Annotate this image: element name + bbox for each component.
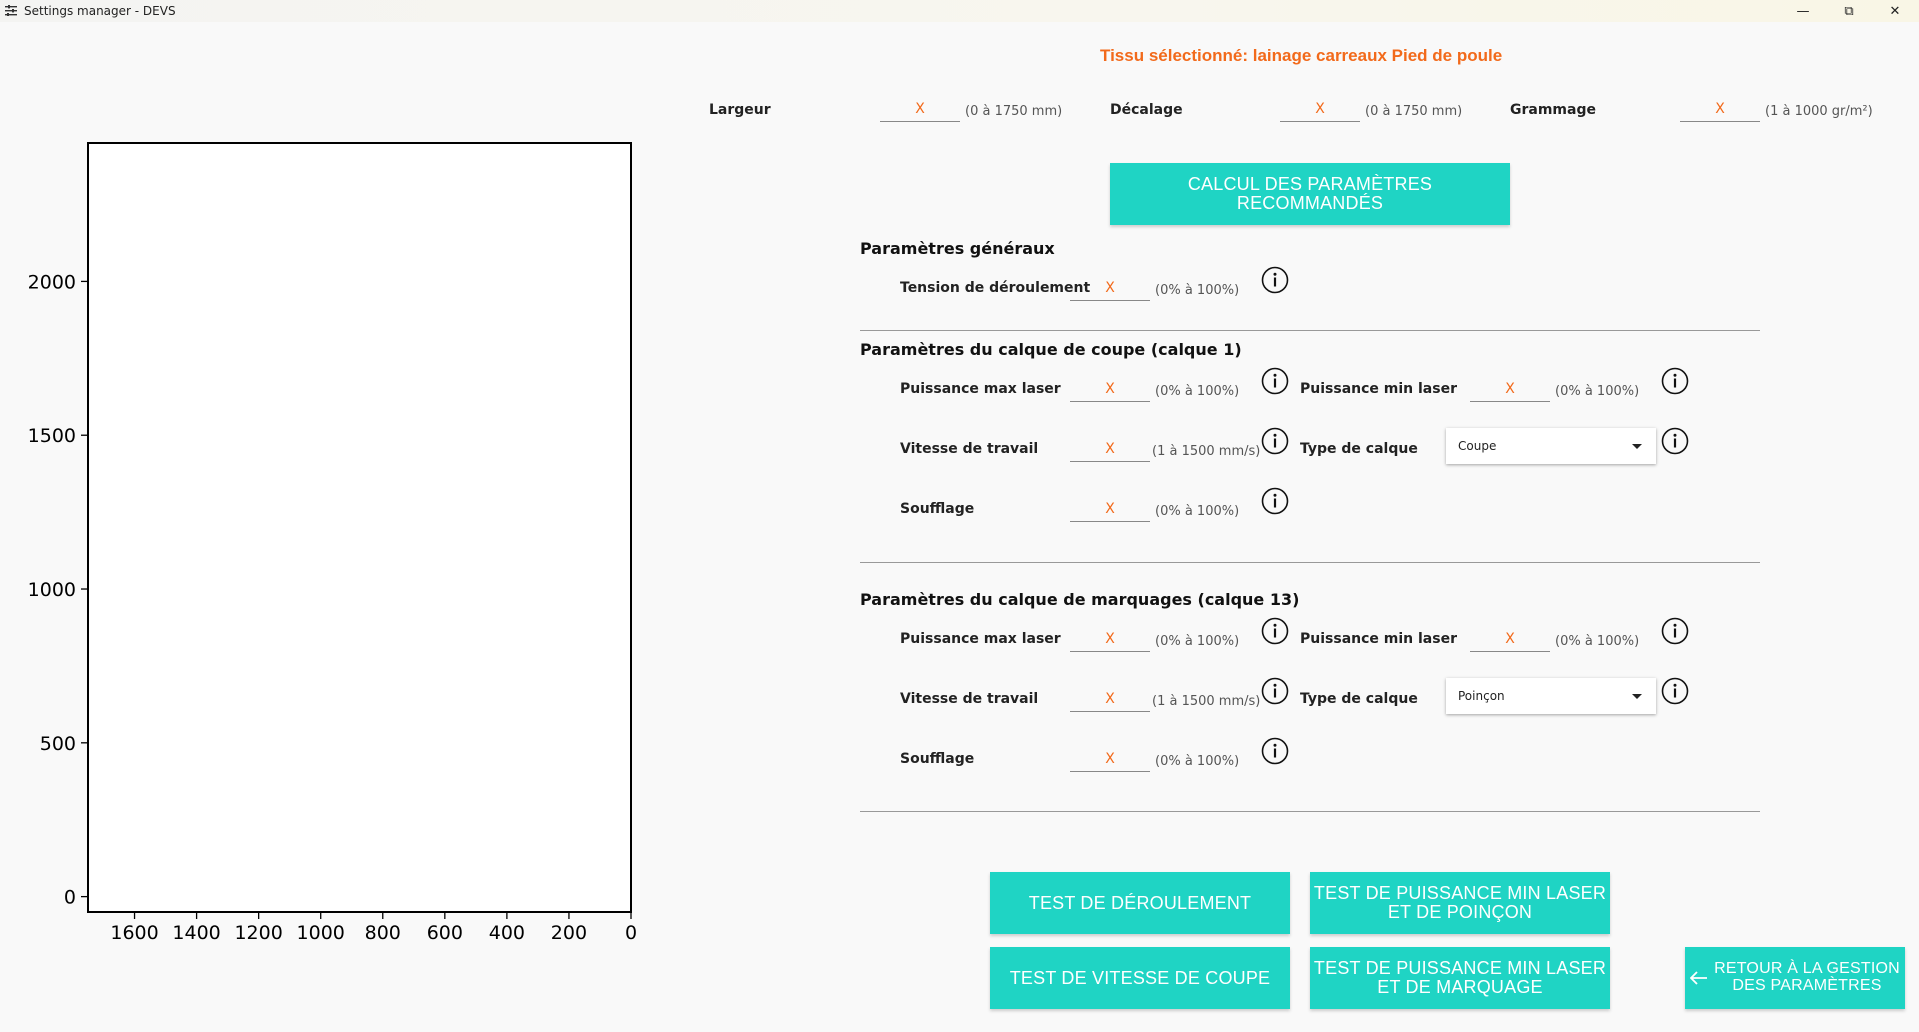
min-power-punch-line2: ET DE POINÇON (1387, 902, 1533, 922)
plot-area (88, 143, 631, 912)
mark-blowing-input[interactable] (1070, 746, 1150, 772)
mark-blowing-hint: (0% à 100%) (1155, 754, 1240, 769)
chevron-down-icon (1632, 444, 1642, 449)
offset-hint: (0 à 1750 mm) (1365, 104, 1463, 119)
grammage-input[interactable] (1680, 96, 1760, 122)
x-tick-label: 600 (426, 922, 463, 944)
general-section-title: Paramètres généraux (860, 239, 1055, 258)
cut-blowing-input[interactable] (1070, 496, 1150, 522)
cut-max-power-hint: (0% à 100%) (1155, 384, 1240, 399)
y-tick-label: 1500 (27, 425, 76, 448)
section-divider (860, 811, 1760, 812)
cut-layer-section-title: Paramètres du calque de coupe (calque 1) (860, 340, 1242, 359)
grammage-label: Grammage (1510, 102, 1596, 118)
tension-input[interactable] (1070, 275, 1150, 301)
maximize-button[interactable]: ⧉ (1844, 3, 1854, 19)
unroll-test-button[interactable] (990, 872, 1290, 934)
back-to-settings-button[interactable] (1685, 947, 1905, 1009)
cut-blowing-label: Soufflage (900, 501, 975, 517)
width-input[interactable] (880, 96, 960, 122)
offset-input[interactable] (1280, 96, 1360, 122)
mark-max-power-label: Puissance max laser (900, 631, 1061, 647)
x-tick-label: 800 (364, 922, 401, 944)
info-icon[interactable] (1661, 677, 1689, 705)
close-button[interactable]: ✕ (1889, 3, 1901, 19)
info-icon[interactable] (1261, 737, 1289, 765)
y-tick-label: 2000 (27, 271, 76, 294)
cut-speed-test-button[interactable] (990, 947, 1290, 1009)
fabric-preview-chart (0, 120, 660, 950)
info-icon[interactable] (1261, 427, 1289, 455)
min-power-punch-test-button[interactable] (1310, 872, 1610, 934)
mark-layer-type-select[interactable] (1446, 678, 1656, 714)
cut-max-power-input[interactable] (1070, 376, 1150, 402)
x-tick-label: 200 (550, 922, 588, 944)
info-icon[interactable] (1261, 487, 1289, 515)
window-title: Settings manager - DEVS (24, 4, 176, 18)
cut-speed-hint: (1 à 1500 mm/s) (1152, 444, 1261, 459)
mark-min-power-label: Puissance min laser (1300, 631, 1457, 647)
cut-min-power-input[interactable] (1470, 376, 1550, 402)
cut-speed-input[interactable] (1070, 436, 1150, 462)
x-tick-label: 1400 (172, 922, 221, 944)
mark-layer-type-value: Poinçon (1458, 689, 1505, 703)
info-icon[interactable] (1261, 266, 1289, 294)
minimize-button[interactable]: — (1796, 3, 1810, 19)
cut-layer-type-select[interactable] (1446, 428, 1656, 464)
unroll-test-label: TEST DE DÉROULEMENT (1028, 892, 1252, 913)
calculate-button-line2: RECOMMANDÉS (1236, 193, 1384, 213)
calculate-button-line1: CALCUL DES PARAMÈTRES (1187, 174, 1433, 195)
mark-max-power-hint: (0% à 100%) (1155, 634, 1240, 649)
x-tick-label: 400 (488, 922, 526, 944)
cut-layer-type-label: Type de calque (1300, 441, 1418, 457)
mark-layer-section-title: Paramètres du calque de marquages (calque 13) (860, 590, 1300, 609)
mark-layer-type-label: Type de calque (1300, 691, 1418, 707)
tension-label: Tension de déroulement (900, 280, 1091, 296)
offset-label: Décalage (1110, 102, 1183, 118)
info-icon[interactable] (1261, 367, 1289, 395)
info-icon[interactable] (1661, 367, 1689, 395)
cut-min-power-hint: (0% à 100%) (1555, 384, 1640, 399)
arrow-left-icon (1690, 971, 1708, 985)
selected-fabric-title: Tissu sélectionné: lainage carreaux Pied de poule (1100, 46, 1503, 65)
mark-speed-input[interactable] (1070, 686, 1150, 712)
info-icon[interactable] (1661, 617, 1689, 645)
x-tick-label: 0 (624, 922, 638, 944)
info-icon[interactable] (1261, 617, 1289, 645)
x-tick-label: 1000 (296, 922, 345, 944)
section-divider (860, 330, 1760, 331)
min-power-punch-line1: TEST DE PUISSANCE MIN LASER (1313, 883, 1607, 904)
y-tick-label: 0 (63, 886, 76, 909)
info-icon[interactable] (1261, 677, 1289, 705)
grammage-hint: (1 à 1000 gr/m²) (1765, 104, 1873, 119)
mark-speed-hint: (1 à 1500 mm/s) (1152, 694, 1261, 709)
calculate-recommended-button[interactable] (1110, 163, 1510, 225)
back-button-line2: DES PARAMÈTRES (1732, 977, 1882, 994)
chevron-down-icon (1632, 694, 1642, 699)
width-label: Largeur (709, 102, 771, 118)
info-icon[interactable] (1661, 427, 1689, 455)
mark-speed-label: Vitesse de travail (900, 691, 1039, 707)
mark-max-power-input[interactable] (1070, 626, 1150, 652)
cut-layer-type-value: Coupe (1458, 439, 1497, 453)
tension-hint: (0% à 100%) (1155, 283, 1240, 298)
x-tick-label: 1200 (234, 922, 283, 944)
cut-speed-label: Vitesse de travail (900, 441, 1039, 457)
min-power-mark-line1: TEST DE PUISSANCE MIN LASER (1313, 958, 1607, 979)
cut-speed-test-label: TEST DE VITESSE DE COUPE (1009, 967, 1271, 988)
cut-min-power-label: Puissance min laser (1300, 381, 1457, 397)
mark-blowing-label: Soufflage (900, 751, 975, 767)
section-divider (860, 562, 1760, 563)
x-tick-label: 1600 (110, 922, 159, 944)
y-tick-label: 1000 (27, 579, 76, 602)
mark-min-power-hint: (0% à 100%) (1555, 634, 1640, 649)
back-button-line1: RETOUR À LA GESTION (1714, 960, 1900, 978)
settings-sliders-icon (5, 5, 17, 16)
y-tick-label: 500 (39, 732, 76, 755)
cut-max-power-label: Puissance max laser (900, 381, 1061, 397)
min-power-mark-test-button[interactable] (1310, 947, 1610, 1009)
min-power-mark-line2: ET DE MARQUAGE (1377, 977, 1543, 997)
mark-min-power-input[interactable] (1470, 626, 1550, 652)
width-hint: (0 à 1750 mm) (965, 104, 1063, 119)
cut-blowing-hint: (0% à 100%) (1155, 504, 1240, 519)
window-titlebar (0, 0, 1919, 22)
